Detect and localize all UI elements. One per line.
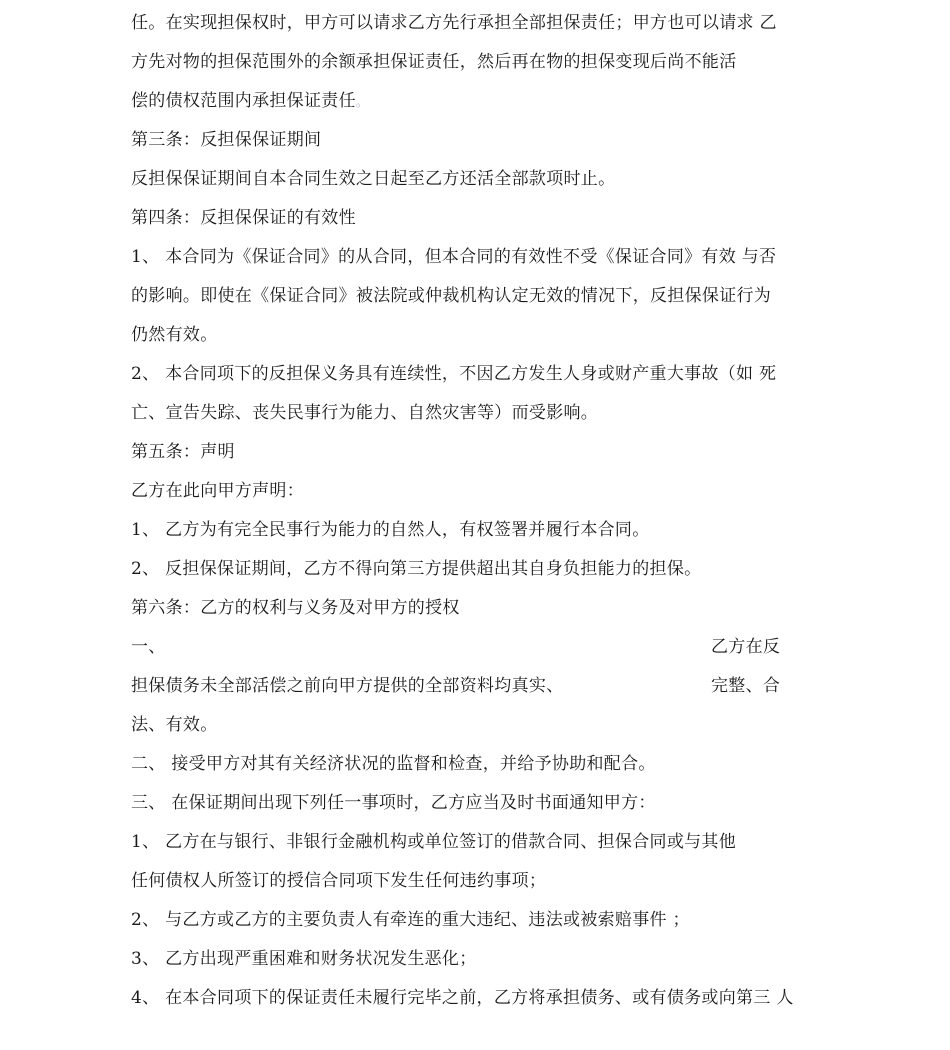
article-4-heading: 第四条：反担保保证的有效性 <box>131 208 356 228</box>
text-line-14: 1、 乙方为有完全民事行为能力的自然人，有权签署并履行本合同。 <box>131 520 650 540</box>
text-line-13: 乙方在此向甲方声明： <box>131 481 304 501</box>
text-line-15: 2、 反担保保证期间，乙方不得向第三方提供超出其自身负担能力的担保。 <box>131 559 702 579</box>
text-line-10: 2、 本合同项下的反担保义务具有连续性，不因乙方发生人身或财产重大事故（如 死 <box>131 364 777 384</box>
text-line-5: 反担保保证期间自本合同生效之日起至乙方还活全部款项时止。 <box>131 169 616 189</box>
text-line-3-body: 偿的债权范围内承担保证责任 <box>131 91 356 111</box>
text-line-8: 的影响。即使在《保证合同》被法院或仲裁机构认定无效的情况下，反担保保证行为 <box>131 286 772 306</box>
article-3-heading: 第三条：反担保保证期间 <box>131 130 322 150</box>
text-line-22: 1、 乙方在与银行、非银行金融机构或单位签订的借款合同、担保合同或与其他 <box>131 832 737 852</box>
text-line-11: 亡、宣告失踪、丧失民事行为能力、自然灾害等）而受影响。 <box>131 403 599 423</box>
article-6-heading: 第六条：乙方的权利与义务及对甲方的授权 <box>131 598 460 618</box>
text-line-18-left: 担保债务未全部活偿之前向甲方提供的全部资料均真实、 <box>131 676 564 696</box>
text-line-24: 2、 与乙方或乙方的主要负责人有牵连的重大违纪、违法或被索赔事件 ； <box>131 910 690 930</box>
text-line-1: 任。在实现担保权时，甲方可以请求乙方先行承担全部担保责任；甲方也可以请求 乙 <box>131 13 777 33</box>
text-line-19: 法、有效。 <box>131 715 218 735</box>
article-5-heading: 第五条：声明 <box>131 442 235 462</box>
text-line-18-right: 完整、合 <box>711 676 781 696</box>
text-line-23: 任何债权人所签订的授信合同项下发生任何违约事项； <box>131 871 547 891</box>
text-line-7: 1、 本合同为《保证合同》的从合同，但本合同的有效性不受《保证合同》有效 与否 <box>131 247 777 267</box>
text-line-9: 仍然有效。 <box>131 325 218 345</box>
text-line-17-right: 乙方在反 <box>711 637 781 657</box>
text-line-25: 3、 乙方出现严重困难和财务状况发生恶化； <box>131 949 477 969</box>
trailing-mark: 。 <box>355 95 369 109</box>
text-line-20: 二、 接受甲方对其有关经济状况的监督和检查，并给予协助和配合。 <box>131 754 656 774</box>
text-line-21: 三、 在保证期间出现下列任一事项时，乙方应当及时书面通知甲方： <box>131 793 656 813</box>
text-line-17-left: 一、 <box>131 637 166 657</box>
text-line-26: 4、 在本合同项下的保证责任未履行完毕之前，乙方将承担债务、或有债务或向第三 人 <box>131 988 794 1008</box>
text-line-2: 方先对物的担保范围外的余额承担保证责任，然后再在物的担保变现后尚不能活 <box>131 52 737 72</box>
text-line-3 <box>131 90 368 113</box>
